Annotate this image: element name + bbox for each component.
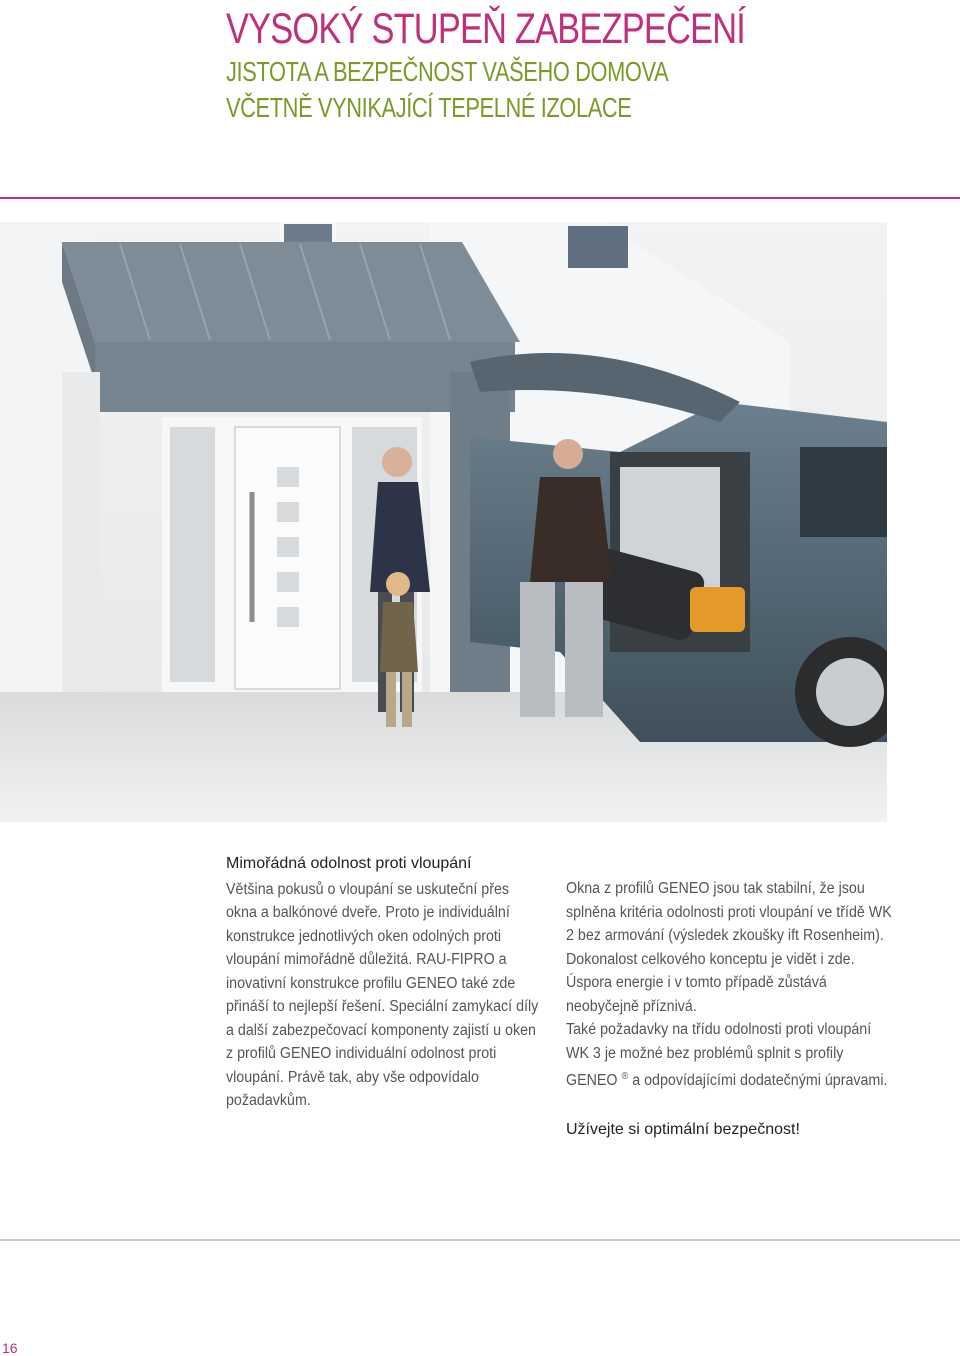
page-subtitle-line-1: JISTOTA A BEZPEČNOST VAŠEHO DOMOVA	[226, 56, 669, 87]
registered-mark: ®	[621, 1071, 629, 1082]
left-text-column	[226, 852, 544, 1113]
right-paragraph-2-start: Také požadavky na třídu odolnosti proti vloupání WK 3 je možné bez problémů splnit s profily GENEO	[566, 1021, 872, 1090]
page-subtitle-line-2: VČETNĚ VYNIKAJÍCÍ TEPELNÉ IZOLACE	[226, 92, 632, 123]
header-divider	[0, 197, 960, 199]
hero-photo-illustration	[0, 222, 887, 822]
closing-tagline: Užívejte si optimální bezpečnost!	[566, 1121, 800, 1138]
right-paragraph-1-text: Okna z profilů GENEO jsou tak stabilní, že jsou splněna kritéria odolnosti proti vloupání ve třídě WK 2 bez armování (výsledek zkoušky ift Rosenheim). Dokonalost celkového konceptu je vidět i zde. Úspora energie i v tomto případě zůstává neobyčejně příznivá.	[566, 880, 892, 1015]
footer-divider	[0, 1239, 960, 1241]
left-paragraph-text: Většina pokusů o vloupání se uskuteční přes okna a balkónové dveře. Proto je individuální konstrukce jednotlivých oken odolných proti vloupání mimořádně důležitá. RAU-FIPRO a inovativní konstrukce profilu GENEO také zde přináší to nejlepší řešení. Speciální zamykací díly a další zabezpečovací komponenty zajistí u oken z profilů GENEO individuální odolnost proti vloupání. Právě tak, aby vše odpovídalo požadavkům.	[226, 880, 539, 1109]
right-paragraph-1	[566, 877, 896, 1018]
left-paragraph	[226, 878, 544, 1113]
right-paragraph-2	[566, 1018, 896, 1093]
page-number: 16	[2, 1340, 18, 1356]
section-heading: Mimořádná odolnost proti vloupání	[226, 855, 472, 872]
right-paragraph-2-end: a odpovídajícími dodatečnými úpravami.	[628, 1072, 888, 1090]
page-title: VYSOKÝ STUPEŇ ZABEZPEČENÍ	[226, 5, 746, 53]
right-paragraph-2-text	[566, 1018, 894, 1093]
right-text-column	[566, 877, 896, 1093]
hero-photo-family-car-house	[0, 222, 887, 822]
